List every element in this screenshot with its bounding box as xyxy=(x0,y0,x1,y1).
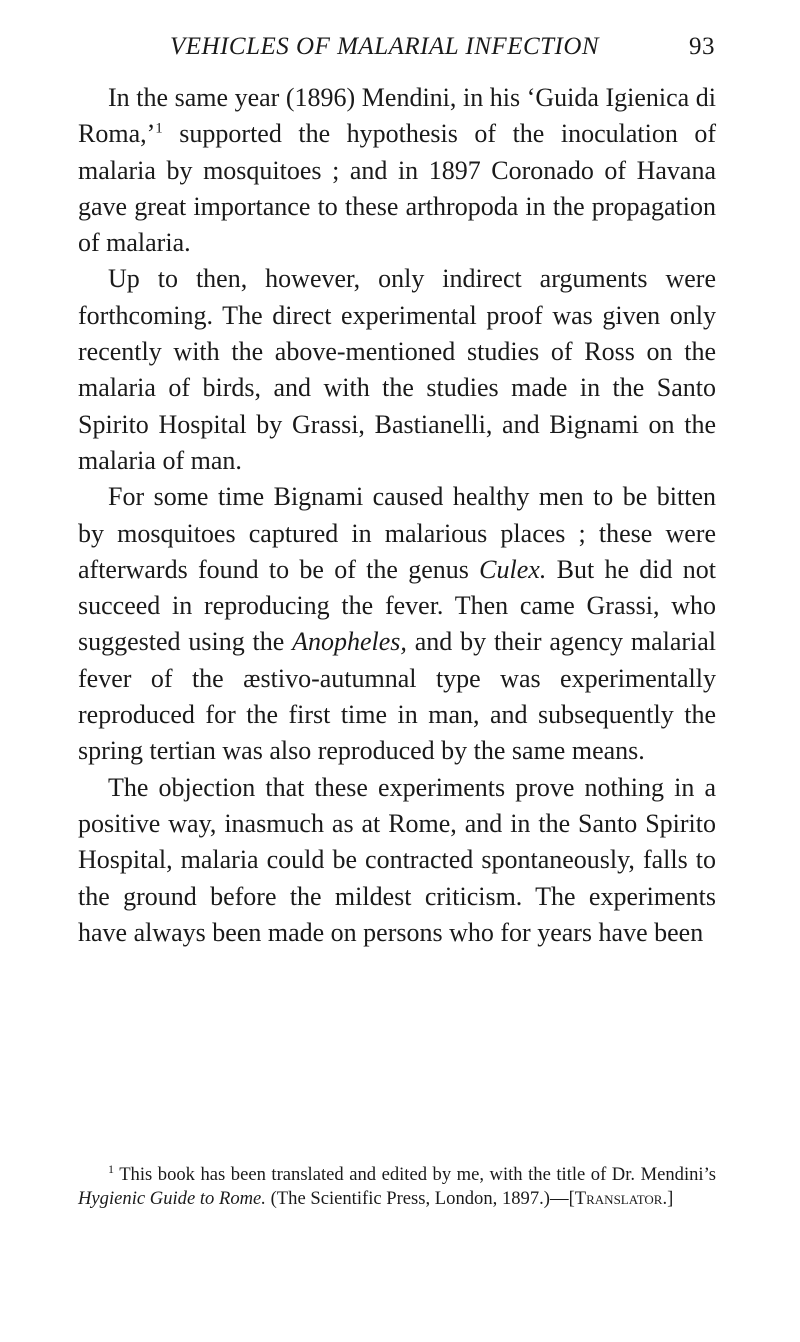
paragraph-3-text-c: and by their agency malarial fever of the æstivo-autumnal type was experimentally reproduced for the first time in man, and subsequently the spring tertian was also reproduced by the same means. xyxy=(78,627,717,766)
footnote-text-b: (The Scientific Press, London, 1897.)—[ xyxy=(270,1188,575,1209)
footnote-text-a: This book has been translated and edited by me, with the title of Dr. Mendini’s xyxy=(119,1164,716,1185)
paragraph-1-text-a: In the same year (1896) Mendini, in his ‘Guida Igienica di Roma,’ xyxy=(78,83,716,149)
paragraph-1-text-b: supported the hypothesis of the inoculation of malaria by mosquitoes ; and in 1897 Coronado of Havana gave great importance to these arthropoda in the propagation of malaria. xyxy=(78,119,716,258)
paragraph-4: The objection that these experiments prove nothing in a positive way, inasmuch as at Rome, and in the Santo Spirito Hospital, malaria could be contracted spontaneously, falls to the ground before the mildest criticism. The experiments have always been made on persons who for years have been xyxy=(78,772,716,947)
footnote-mark: 1 xyxy=(108,1161,114,1176)
page-number: 93 xyxy=(689,33,715,60)
footnote-text-c: .] xyxy=(662,1188,674,1209)
culex-term: Culex. xyxy=(479,554,547,584)
footnote-paragraph xyxy=(78,1163,716,1211)
footnote-reference: 1 xyxy=(155,120,163,137)
paragraph-3-text-b: But he did not succeed in reproducing the fever. Then came Grassi, who suggested using the xyxy=(78,554,716,657)
paragraph-3 xyxy=(78,479,716,769)
footnote xyxy=(78,1163,716,1211)
running-header xyxy=(170,30,715,64)
paragraph-1 xyxy=(78,80,716,261)
footnote-translator: Translator xyxy=(574,1188,663,1209)
paragraph-2: Up to then, however, only indirect arguments were forthcoming. The direct experimental proof was given only recently with the above-mentioned studies of Ross on the malaria of birds, and with the studies made in the Santo Spirito Hospital by Grassi, Bastianelli, and Bignami on the malaria of man. xyxy=(78,264,716,475)
footnote-book-title: Hygienic Guide to Rome. xyxy=(78,1188,266,1209)
anopheles-term: Anopheles, xyxy=(292,627,407,657)
body-text xyxy=(78,80,716,951)
paragraph-3-text-a: For some time Bignami caused healthy men to be bitten by mosquitoes captured in malarious places ; these were afterwards found to be of the genus xyxy=(78,482,716,584)
running-title: VEHICLES OF MALARIAL INFECTION xyxy=(170,33,600,60)
